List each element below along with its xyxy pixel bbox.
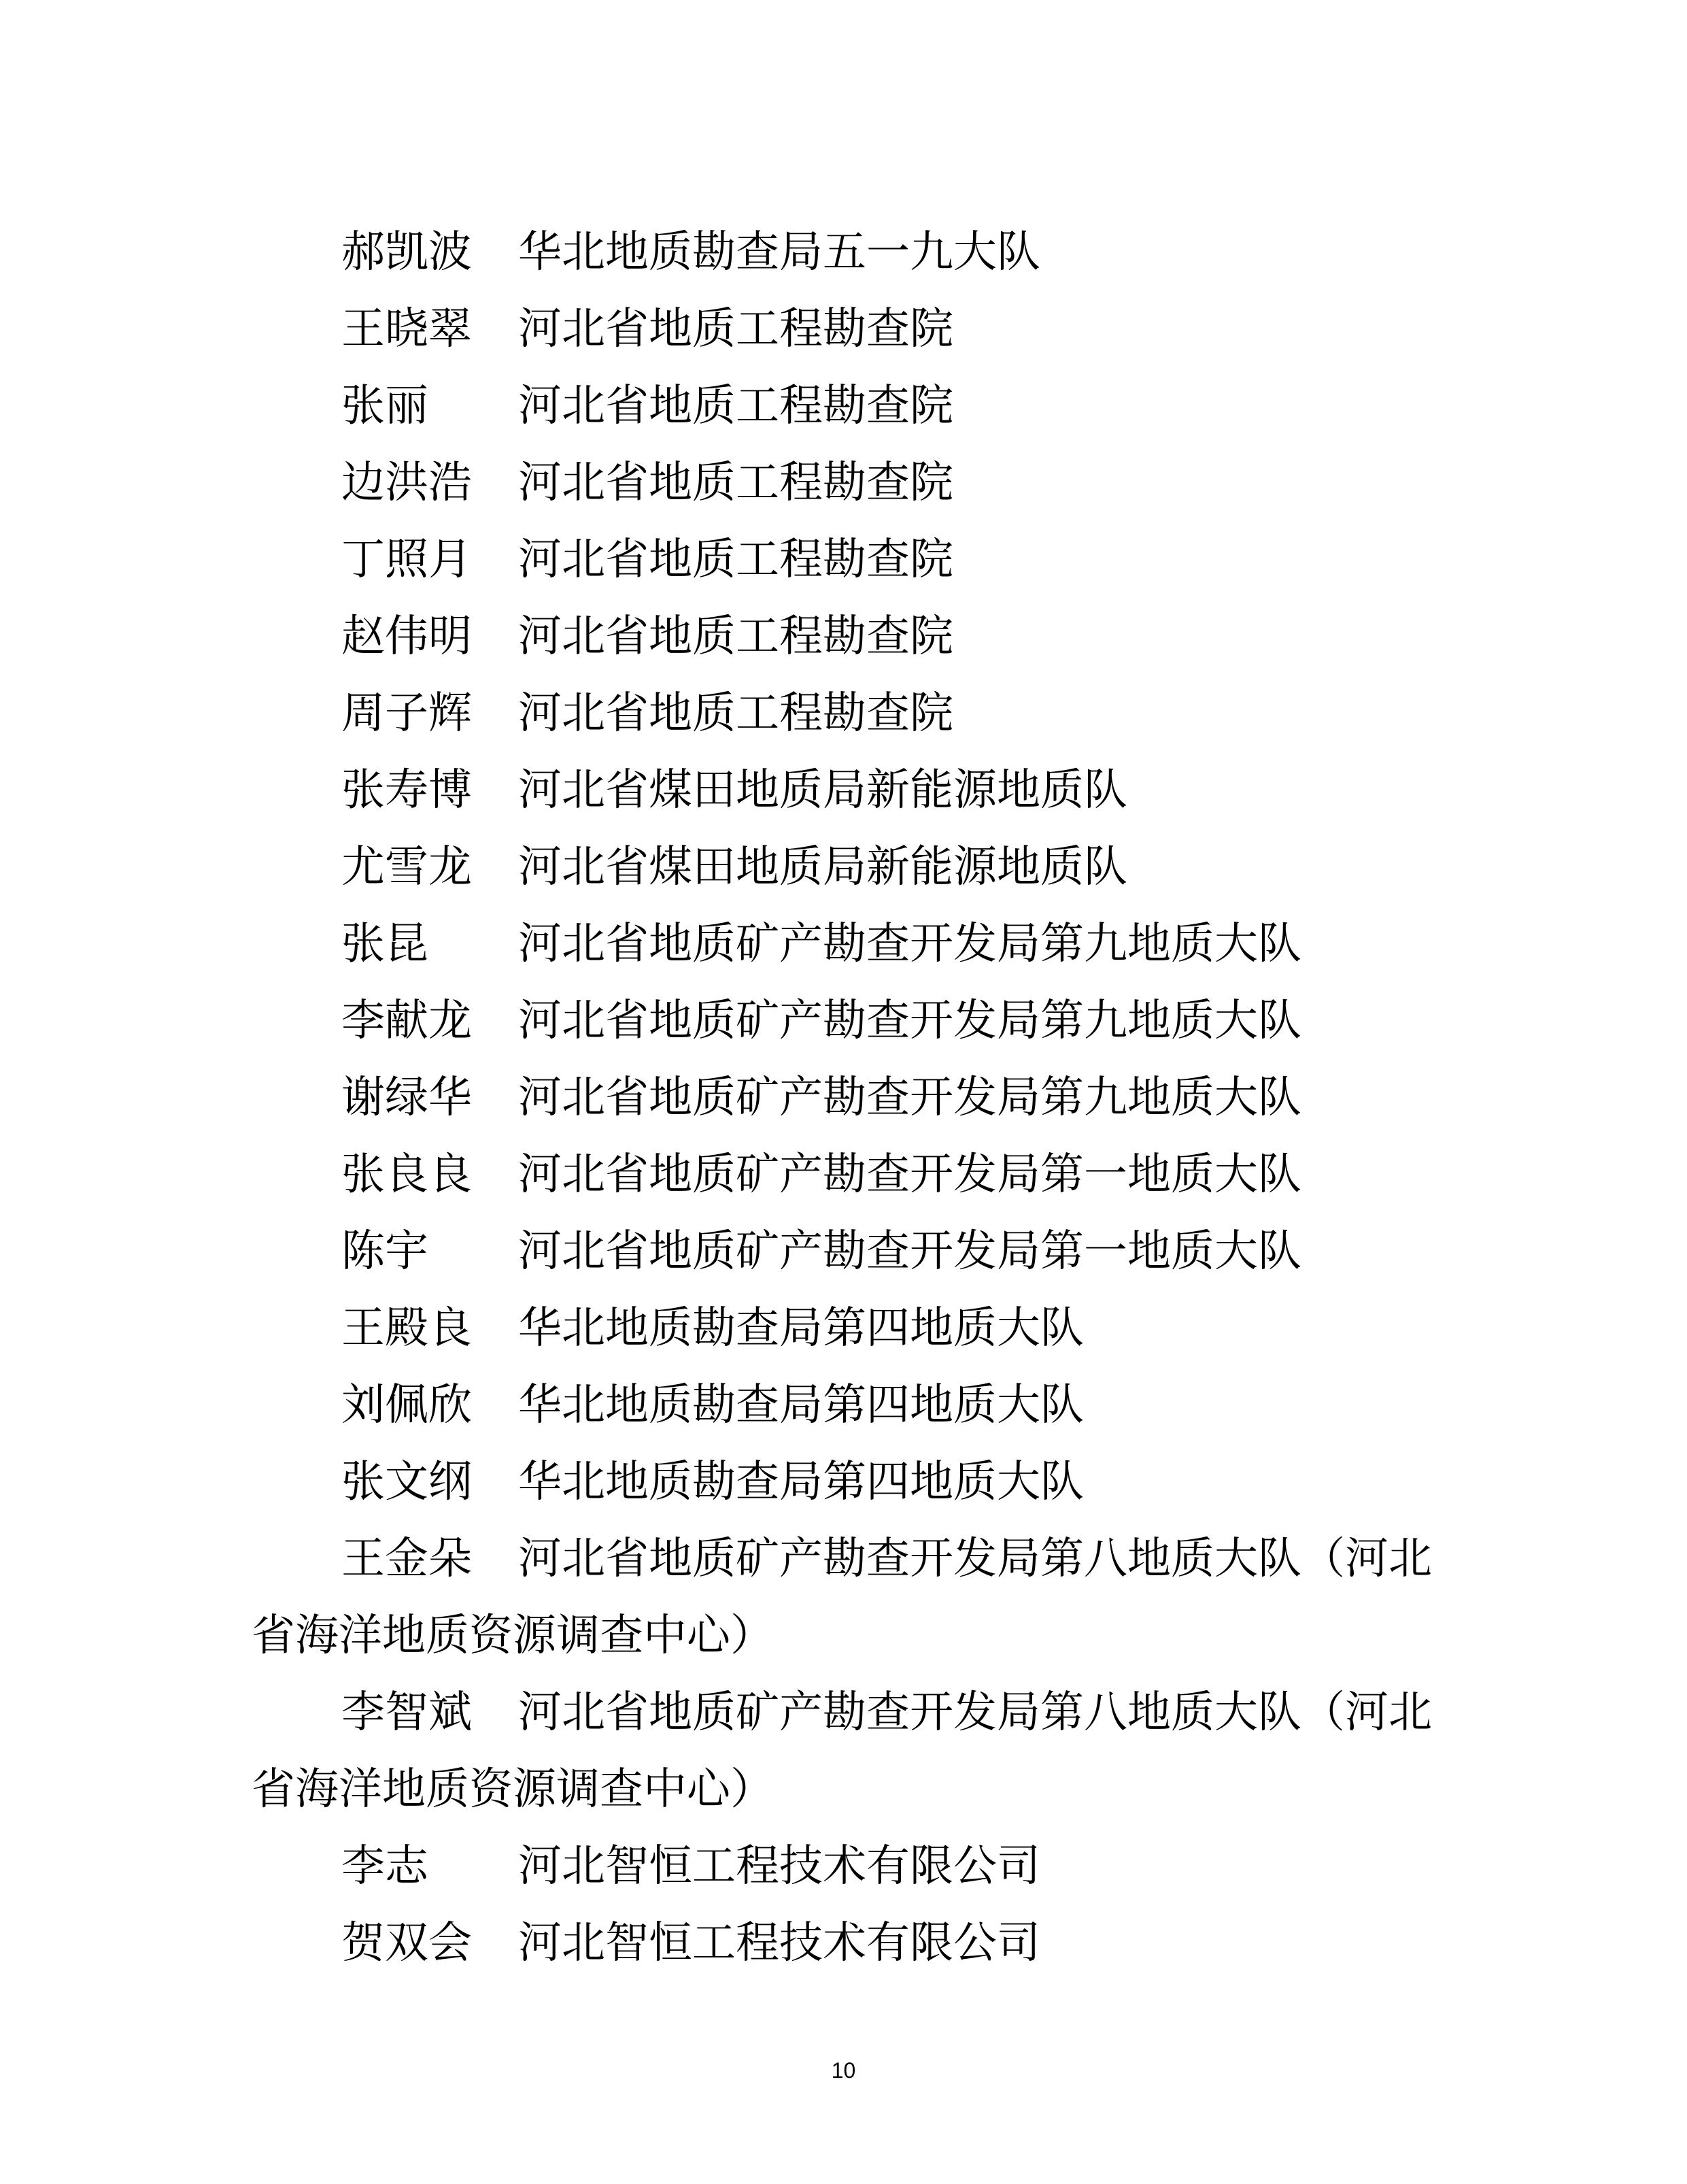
organization-name: 河北智恒工程技术有限公司: [518, 1842, 1040, 1890]
person-name: 王金朵: [341, 1534, 472, 1583]
page-number: 10: [831, 2058, 856, 2083]
organization-name: 河北省煤田地质局新能源地质队: [518, 766, 1127, 814]
award-roster: [252, 214, 1435, 1981]
organization-name: 河北省地质工程勘查院: [518, 458, 953, 507]
organization-name: 河北省地质矿产勘查开发局第一地质大队: [518, 1227, 1301, 1275]
person-name: 周子辉: [341, 689, 472, 737]
organization-name: 河北省地质矿产勘查开发局第九地质大队: [518, 1073, 1301, 1122]
person-name: 李献龙: [341, 996, 472, 1045]
list-item: [252, 905, 1435, 982]
person-name: 郝凯波: [341, 228, 472, 276]
organization-name: 河北省地质工程勘查院: [518, 305, 953, 353]
list-item: [252, 521, 1435, 598]
organization-name: 河北省地质矿产勘查开发局第九地质大队: [518, 996, 1301, 1045]
person-name: 丁照月: [341, 535, 472, 584]
person-name: 边洪浩: [341, 458, 472, 507]
organization-name: 华北地质勘查局第四地质大队: [518, 1381, 1084, 1429]
list-item: [252, 1213, 1435, 1290]
list-item: [252, 982, 1435, 1059]
organization-name: 华北地质勘查局第四地质大队: [518, 1304, 1084, 1352]
organization-name: 华北地质勘查局五一九大队: [518, 228, 1040, 276]
organization-name: 河北省地质矿产勘查开发局第一地质大队: [518, 1150, 1301, 1198]
person-name: 张良良: [341, 1150, 472, 1198]
person-name: 赵伟明: [341, 612, 472, 660]
organization-name: 河北省地质工程勘查院: [518, 612, 953, 660]
list-item: [252, 1136, 1435, 1213]
person-name: 贺双会: [341, 1919, 472, 1967]
list-item: [252, 1443, 1435, 1520]
list-item: [252, 1290, 1435, 1366]
organization-name: 河北省地质工程勘查院: [518, 535, 953, 584]
person-name: 李志: [341, 1842, 428, 1890]
person-name: 刘佩欣: [341, 1381, 472, 1429]
person-name: 王晓翠: [341, 305, 472, 353]
organization-name: 河北省地质矿产勘查开发局第八地质大队（河北省海洋地质资源调查中心）: [252, 1688, 1432, 1813]
list-item: [252, 1520, 1435, 1674]
organization-name: 河北省煤田地质局新能源地质队: [518, 843, 1127, 891]
organization-name: 河北省地质矿产勘查开发局第八地质大队（河北省海洋地质资源调查中心）: [252, 1534, 1432, 1660]
list-item: [252, 675, 1435, 752]
person-name: 尤雪龙: [341, 843, 472, 891]
list-item: [252, 214, 1435, 290]
organization-name: 河北省地质工程勘查院: [518, 689, 953, 737]
list-item: [252, 1828, 1435, 1904]
organization-name: 河北省地质矿产勘查开发局第九地质大队: [518, 920, 1301, 968]
organization-name: 河北省地质工程勘查院: [518, 382, 953, 430]
list-item: [252, 598, 1435, 675]
list-item: [252, 1904, 1435, 1981]
list-item: [252, 1674, 1435, 1828]
person-name: 陈宇: [341, 1227, 428, 1275]
organization-name: 河北智恒工程技术有限公司: [518, 1919, 1040, 1967]
person-name: 张寿博: [341, 766, 472, 814]
list-item: [252, 1059, 1435, 1136]
list-item: [252, 1366, 1435, 1443]
list-item: [252, 290, 1435, 367]
list-item: [252, 444, 1435, 521]
person-name: 张昆: [341, 920, 428, 968]
list-item: [252, 752, 1435, 828]
person-name: 张丽: [341, 382, 428, 430]
person-name: 张文纲: [341, 1458, 472, 1506]
person-name: 王殿良: [341, 1304, 472, 1352]
person-name: 李智斌: [341, 1688, 472, 1736]
organization-name: 华北地质勘查局第四地质大队: [518, 1458, 1084, 1506]
list-item: [252, 828, 1435, 905]
list-item: [252, 367, 1435, 444]
person-name: 谢绿华: [341, 1073, 472, 1122]
